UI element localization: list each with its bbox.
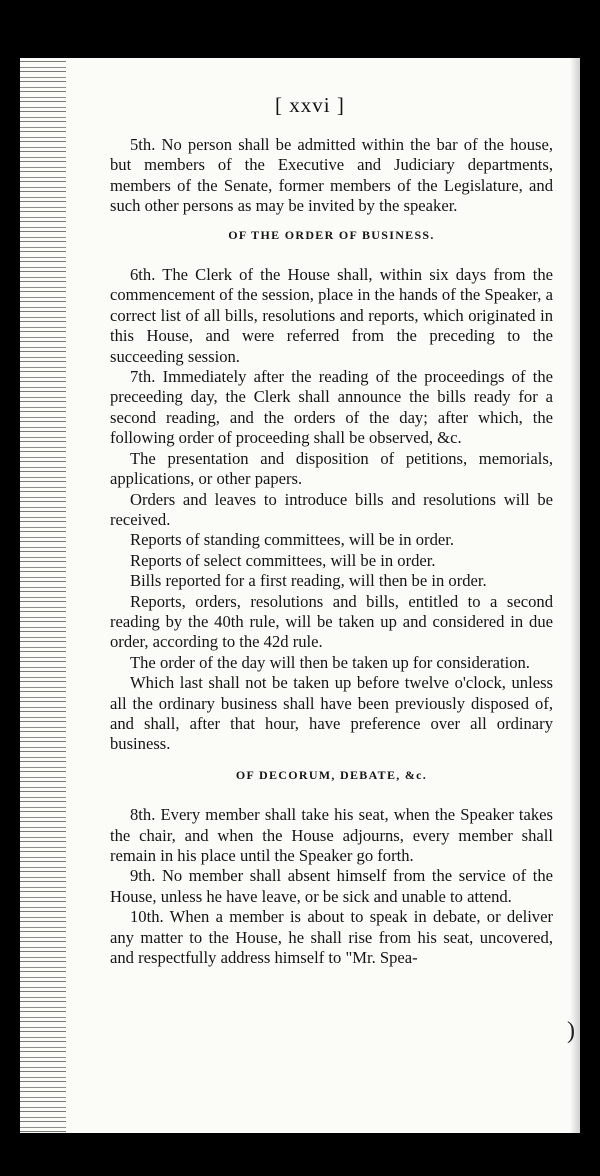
paragraph: Reports of select committees, will be in order.: [130, 550, 436, 570]
paragraph: Bills reported for a first reading, will then be in order.: [130, 571, 487, 591]
document-page: [20, 58, 580, 1133]
paragraph: Which last shall not be taken up before twelve o'clock, unless all the ordinary business shall have been previously disposed of, and shall, after that hour, have preference over all ordinary business.: [110, 673, 553, 754]
paragraph: Reports, orders, resolutions and bills, entitled to a second reading by the 40th rule, will be taken up and considered in due order, according to the 42d rule.: [110, 591, 553, 652]
paragraph: 9th. No member shall absent himself from the service of the House, unless he have leave, or be sick and unable to attend.: [110, 866, 553, 906]
paragraph: The presentation and disposition of petitions, memorials, applications, or other papers.: [110, 448, 553, 489]
page-number: [ xxvi ]: [275, 93, 345, 117]
paragraph: Orders and leaves to introduce bills and resolutions will be received.: [110, 489, 553, 529]
trailing-mark: ): [567, 1018, 575, 1044]
paragraph: 10th. When a member is about to speak in debate, or deliver any matter to the House, he shall rise from his seat, uncovered, and respectfully address himself to "Mr. Spea-: [110, 907, 553, 968]
page-edge-right: [570, 58, 580, 1133]
paragraph: 5th. No person shall be admitted within the bar of the house, but members of the Executive and Judiciary departments, members of the Senate, former members of the Legislature, and such other persons as may be invited by the speaker.: [110, 135, 553, 216]
body-text: [110, 135, 553, 968]
section-heading: OF THE ORDER OF BUSINESS.: [228, 227, 435, 242]
paragraph: Reports of standing committees, will be in order.: [130, 530, 454, 550]
paragraph: 8th. Every member shall take his seat, when the Speaker takes the chair, and when the House adjourns, every member shall remain in his place until the Speaker go forth.: [110, 805, 553, 865]
page-edge-left: [20, 58, 66, 1133]
paragraph: 7th. Immediately after the reading of the proceedings of the preceeding day, the Clerk shall announce the bills ready for a second reading, and the orders of the day; after which, the following order of proceeding shall be observed, &c.: [110, 367, 553, 448]
section-heading: OF DECORUM, DEBATE, &c.: [235, 767, 428, 782]
paragraph: 6th. The Clerk of the House shall, within six days from the commencement of the session, place in the hands of the Speaker, a correct list of all bills, resolutions and reports, which originated in this House, and were referred from the preceding to the succeeding session.: [110, 265, 553, 366]
paragraph: The order of the day will then be taken up for consideration.: [130, 652, 530, 672]
